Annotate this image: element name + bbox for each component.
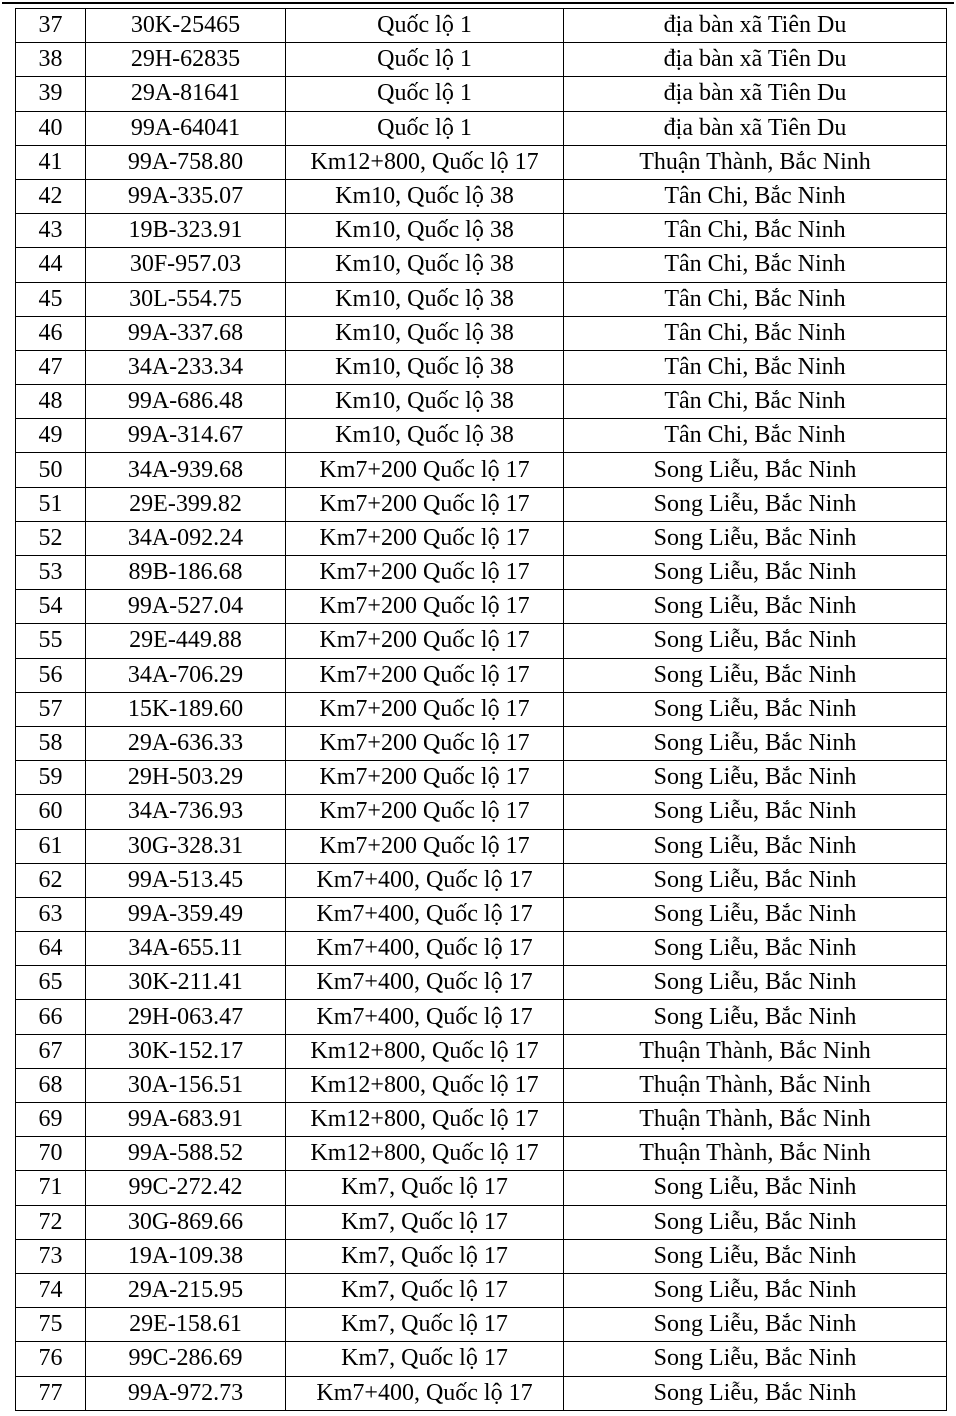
- road-location-cell: Km7+200 Quốc lộ 17: [286, 726, 564, 760]
- area-cell: địa bàn xã Tiên Du: [564, 77, 947, 111]
- license-plate-cell: 19B-323.91: [86, 214, 286, 248]
- license-plate-cell: 99A-314.67: [86, 419, 286, 453]
- license-plate-cell: 34A-736.93: [86, 795, 286, 829]
- road-location-cell: Km7+200 Quốc lộ 17: [286, 453, 564, 487]
- road-location-cell: Km10, Quốc lộ 38: [286, 214, 564, 248]
- area-cell: Song Liễu, Bắc Ninh: [564, 556, 947, 590]
- table-row: [16, 248, 947, 282]
- table-row: [16, 1137, 947, 1171]
- table-row: [16, 966, 947, 1000]
- table-row: [16, 453, 947, 487]
- license-plate-cell: 29A-81641: [86, 77, 286, 111]
- table-row: [16, 1308, 947, 1342]
- area-cell: Thuận Thành, Bắc Ninh: [564, 1137, 947, 1171]
- area-cell: Tân Chi, Bắc Ninh: [564, 214, 947, 248]
- area-cell: địa bàn xã Tiên Du: [564, 111, 947, 145]
- table-row: [16, 43, 947, 77]
- license-plate-cell: 30F-957.03: [86, 248, 286, 282]
- table-row: [16, 1205, 947, 1239]
- road-location-cell: Km10, Quốc lộ 38: [286, 419, 564, 453]
- license-plate-cell: 29E-449.88: [86, 624, 286, 658]
- road-location-cell: Km7+400, Quốc lộ 17: [286, 1000, 564, 1034]
- row-number-cell: 60: [16, 795, 86, 829]
- license-plate-cell: 15K-189.60: [86, 692, 286, 726]
- license-plate-cell: 99A-972.73: [86, 1376, 286, 1410]
- license-plate-cell: 30G-328.31: [86, 829, 286, 863]
- row-number-cell: 70: [16, 1137, 86, 1171]
- license-plate-cell: 89B-186.68: [86, 556, 286, 590]
- row-number-cell: 75: [16, 1308, 86, 1342]
- area-cell: Song Liễu, Bắc Ninh: [564, 1000, 947, 1034]
- table-row: [16, 145, 947, 179]
- road-location-cell: Quốc lộ 1: [286, 111, 564, 145]
- area-cell: Song Liễu, Bắc Ninh: [564, 487, 947, 521]
- road-location-cell: Quốc lộ 1: [286, 43, 564, 77]
- area-cell: Thuận Thành, Bắc Ninh: [564, 1068, 947, 1102]
- table-row: [16, 726, 947, 760]
- area-cell: Tân Chi, Bắc Ninh: [564, 282, 947, 316]
- road-location-cell: Km10, Quốc lộ 38: [286, 248, 564, 282]
- row-number-cell: 51: [16, 487, 86, 521]
- row-number-cell: 66: [16, 1000, 86, 1034]
- table-row: [16, 111, 947, 145]
- license-plate-cell: 30G-869.66: [86, 1205, 286, 1239]
- row-number-cell: 53: [16, 556, 86, 590]
- area-cell: Song Liễu, Bắc Ninh: [564, 966, 947, 1000]
- row-number-cell: 62: [16, 863, 86, 897]
- table-row: [16, 1376, 947, 1410]
- page-top-rule: [2, 2, 954, 4]
- license-plate-cell: 29H-503.29: [86, 761, 286, 795]
- license-plate-cell: 34A-706.29: [86, 658, 286, 692]
- license-plate-cell: 99A-758.80: [86, 145, 286, 179]
- row-number-cell: 47: [16, 350, 86, 384]
- road-location-cell: Km7, Quốc lộ 17: [286, 1342, 564, 1376]
- table-row: [16, 521, 947, 555]
- row-number-cell: 40: [16, 111, 86, 145]
- road-location-cell: Km12+800, Quốc lộ 17: [286, 1034, 564, 1068]
- area-cell: địa bàn xã Tiên Du: [564, 43, 947, 77]
- license-plate-cell: 29E-158.61: [86, 1308, 286, 1342]
- table-row: [16, 1034, 947, 1068]
- row-number-cell: 65: [16, 966, 86, 1000]
- row-number-cell: 39: [16, 77, 86, 111]
- license-plate-cell: 99A-527.04: [86, 590, 286, 624]
- road-location-cell: Km7+200 Quốc lộ 17: [286, 692, 564, 726]
- road-location-cell: Km7+400, Quốc lộ 17: [286, 966, 564, 1000]
- table-row: [16, 556, 947, 590]
- area-cell: Thuận Thành, Bắc Ninh: [564, 145, 947, 179]
- license-plate-cell: 99A-359.49: [86, 897, 286, 931]
- license-plate-cell: 99C-286.69: [86, 1342, 286, 1376]
- row-number-cell: 71: [16, 1171, 86, 1205]
- area-cell: Tân Chi, Bắc Ninh: [564, 419, 947, 453]
- area-cell: Song Liễu, Bắc Ninh: [564, 521, 947, 555]
- road-location-cell: Km7+200 Quốc lộ 17: [286, 487, 564, 521]
- table-row: [16, 487, 947, 521]
- table-row: [16, 1103, 947, 1137]
- road-location-cell: Km7+400, Quốc lộ 17: [286, 897, 564, 931]
- area-cell: Song Liễu, Bắc Ninh: [564, 932, 947, 966]
- license-plate-cell: 99A-686.48: [86, 385, 286, 419]
- table-row: [16, 1000, 947, 1034]
- road-location-cell: Km7+200 Quốc lộ 17: [286, 590, 564, 624]
- violation-table: [15, 8, 947, 1411]
- road-location-cell: Km10, Quốc lộ 38: [286, 282, 564, 316]
- license-plate-cell: 99A-683.91: [86, 1103, 286, 1137]
- area-cell: Song Liễu, Bắc Ninh: [564, 1205, 947, 1239]
- area-cell: Song Liễu, Bắc Ninh: [564, 1376, 947, 1410]
- table-row: [16, 419, 947, 453]
- table-body: [16, 9, 947, 1411]
- road-location-cell: Km7, Quốc lộ 17: [286, 1273, 564, 1307]
- area-cell: Song Liễu, Bắc Ninh: [564, 1171, 947, 1205]
- row-number-cell: 44: [16, 248, 86, 282]
- area-cell: Tân Chi, Bắc Ninh: [564, 248, 947, 282]
- table-row: [16, 350, 947, 384]
- row-number-cell: 48: [16, 385, 86, 419]
- road-location-cell: Km12+800, Quốc lộ 17: [286, 1103, 564, 1137]
- row-number-cell: 57: [16, 692, 86, 726]
- table-row: [16, 692, 947, 726]
- road-location-cell: Km12+800, Quốc lộ 17: [286, 145, 564, 179]
- table-row: [16, 282, 947, 316]
- row-number-cell: 41: [16, 145, 86, 179]
- area-cell: Song Liễu, Bắc Ninh: [564, 692, 947, 726]
- road-location-cell: Km10, Quốc lộ 38: [286, 350, 564, 384]
- row-number-cell: 76: [16, 1342, 86, 1376]
- row-number-cell: 63: [16, 897, 86, 931]
- table-row: [16, 863, 947, 897]
- row-number-cell: 64: [16, 932, 86, 966]
- area-cell: Song Liễu, Bắc Ninh: [564, 761, 947, 795]
- row-number-cell: 37: [16, 9, 86, 43]
- road-location-cell: Km7, Quốc lộ 17: [286, 1239, 564, 1273]
- row-number-cell: 46: [16, 316, 86, 350]
- row-number-cell: 74: [16, 1273, 86, 1307]
- area-cell: Thuận Thành, Bắc Ninh: [564, 1034, 947, 1068]
- row-number-cell: 54: [16, 590, 86, 624]
- area-cell: Tân Chi, Bắc Ninh: [564, 316, 947, 350]
- license-plate-cell: 29A-636.33: [86, 726, 286, 760]
- row-number-cell: 77: [16, 1376, 86, 1410]
- table-row: [16, 1273, 947, 1307]
- area-cell: địa bàn xã Tiên Du: [564, 9, 947, 43]
- table-row: [16, 658, 947, 692]
- road-location-cell: Km7+400, Quốc lộ 17: [286, 1376, 564, 1410]
- license-plate-cell: 99A-513.45: [86, 863, 286, 897]
- license-plate-cell: 34A-655.11: [86, 932, 286, 966]
- row-number-cell: 52: [16, 521, 86, 555]
- road-location-cell: Km7, Quốc lộ 17: [286, 1205, 564, 1239]
- row-number-cell: 55: [16, 624, 86, 658]
- license-plate-cell: 30K-211.41: [86, 966, 286, 1000]
- road-location-cell: Km10, Quốc lộ 38: [286, 316, 564, 350]
- area-cell: Song Liễu, Bắc Ninh: [564, 726, 947, 760]
- road-location-cell: Km12+800, Quốc lộ 17: [286, 1137, 564, 1171]
- table-row: [16, 795, 947, 829]
- license-plate-cell: 34A-092.24: [86, 521, 286, 555]
- area-cell: Song Liễu, Bắc Ninh: [564, 1239, 947, 1273]
- road-location-cell: Km10, Quốc lộ 38: [286, 179, 564, 213]
- license-plate-cell: 99A-64041: [86, 111, 286, 145]
- row-number-cell: 72: [16, 1205, 86, 1239]
- road-location-cell: Km7+200 Quốc lộ 17: [286, 795, 564, 829]
- area-cell: Song Liễu, Bắc Ninh: [564, 829, 947, 863]
- table-row: [16, 932, 947, 966]
- road-location-cell: Km7+200 Quốc lộ 17: [286, 521, 564, 555]
- table-row: [16, 590, 947, 624]
- area-cell: Tân Chi, Bắc Ninh: [564, 179, 947, 213]
- table-row: [16, 316, 947, 350]
- road-location-cell: Km7+200 Quốc lộ 17: [286, 556, 564, 590]
- area-cell: Song Liễu, Bắc Ninh: [564, 590, 947, 624]
- road-location-cell: Km7+400, Quốc lộ 17: [286, 863, 564, 897]
- area-cell: Tân Chi, Bắc Ninh: [564, 350, 947, 384]
- area-cell: Song Liễu, Bắc Ninh: [564, 1308, 947, 1342]
- table-row: [16, 897, 947, 931]
- license-plate-cell: 29H-063.47: [86, 1000, 286, 1034]
- table-row: [16, 1342, 947, 1376]
- license-plate-cell: 99A-337.68: [86, 316, 286, 350]
- road-location-cell: Km7+200 Quốc lộ 17: [286, 829, 564, 863]
- license-plate-cell: 29E-399.82: [86, 487, 286, 521]
- road-location-cell: Quốc lộ 1: [286, 9, 564, 43]
- table-row: [16, 385, 947, 419]
- table-row: [16, 9, 947, 43]
- area-cell: Song Liễu, Bắc Ninh: [564, 863, 947, 897]
- road-location-cell: Km12+800, Quốc lộ 17: [286, 1068, 564, 1102]
- row-number-cell: 38: [16, 43, 86, 77]
- area-cell: Song Liễu, Bắc Ninh: [564, 624, 947, 658]
- license-plate-cell: 34A-233.34: [86, 350, 286, 384]
- table-row: [16, 624, 947, 658]
- area-cell: Tân Chi, Bắc Ninh: [564, 385, 947, 419]
- road-location-cell: Km7+200 Quốc lộ 17: [286, 658, 564, 692]
- row-number-cell: 68: [16, 1068, 86, 1102]
- area-cell: Song Liễu, Bắc Ninh: [564, 897, 947, 931]
- license-plate-cell: 30K-152.17: [86, 1034, 286, 1068]
- area-cell: Song Liễu, Bắc Ninh: [564, 1273, 947, 1307]
- table-row: [16, 179, 947, 213]
- area-cell: Song Liễu, Bắc Ninh: [564, 1342, 947, 1376]
- license-plate-cell: 99A-588.52: [86, 1137, 286, 1171]
- table-row: [16, 214, 947, 248]
- license-plate-cell: 99A-335.07: [86, 179, 286, 213]
- table-row: [16, 829, 947, 863]
- road-location-cell: Km7+400, Quốc lộ 17: [286, 932, 564, 966]
- license-plate-cell: 34A-939.68: [86, 453, 286, 487]
- license-plate-cell: 30K-25465: [86, 9, 286, 43]
- table-row: [16, 1068, 947, 1102]
- area-cell: Song Liễu, Bắc Ninh: [564, 453, 947, 487]
- road-location-cell: Km7, Quốc lộ 17: [286, 1171, 564, 1205]
- row-number-cell: 43: [16, 214, 86, 248]
- row-number-cell: 61: [16, 829, 86, 863]
- road-location-cell: Km7+200 Quốc lộ 17: [286, 624, 564, 658]
- row-number-cell: 67: [16, 1034, 86, 1068]
- row-number-cell: 49: [16, 419, 86, 453]
- row-number-cell: 59: [16, 761, 86, 795]
- license-plate-cell: 99C-272.42: [86, 1171, 286, 1205]
- license-plate-cell: 19A-109.38: [86, 1239, 286, 1273]
- area-cell: Song Liễu, Bắc Ninh: [564, 658, 947, 692]
- road-location-cell: Km10, Quốc lộ 38: [286, 385, 564, 419]
- license-plate-cell: 29H-62835: [86, 43, 286, 77]
- row-number-cell: 42: [16, 179, 86, 213]
- table-row: [16, 1239, 947, 1273]
- road-location-cell: Km7+200 Quốc lộ 17: [286, 761, 564, 795]
- table-row: [16, 1171, 947, 1205]
- row-number-cell: 73: [16, 1239, 86, 1273]
- road-location-cell: Quốc lộ 1: [286, 77, 564, 111]
- row-number-cell: 45: [16, 282, 86, 316]
- area-cell: Song Liễu, Bắc Ninh: [564, 795, 947, 829]
- table-row: [16, 77, 947, 111]
- area-cell: Thuận Thành, Bắc Ninh: [564, 1103, 947, 1137]
- license-plate-cell: 30L-554.75: [86, 282, 286, 316]
- row-number-cell: 69: [16, 1103, 86, 1137]
- table-row: [16, 761, 947, 795]
- license-plate-cell: 29A-215.95: [86, 1273, 286, 1307]
- road-location-cell: Km7, Quốc lộ 17: [286, 1308, 564, 1342]
- license-plate-cell: 30A-156.51: [86, 1068, 286, 1102]
- row-number-cell: 56: [16, 658, 86, 692]
- row-number-cell: 58: [16, 726, 86, 760]
- row-number-cell: 50: [16, 453, 86, 487]
